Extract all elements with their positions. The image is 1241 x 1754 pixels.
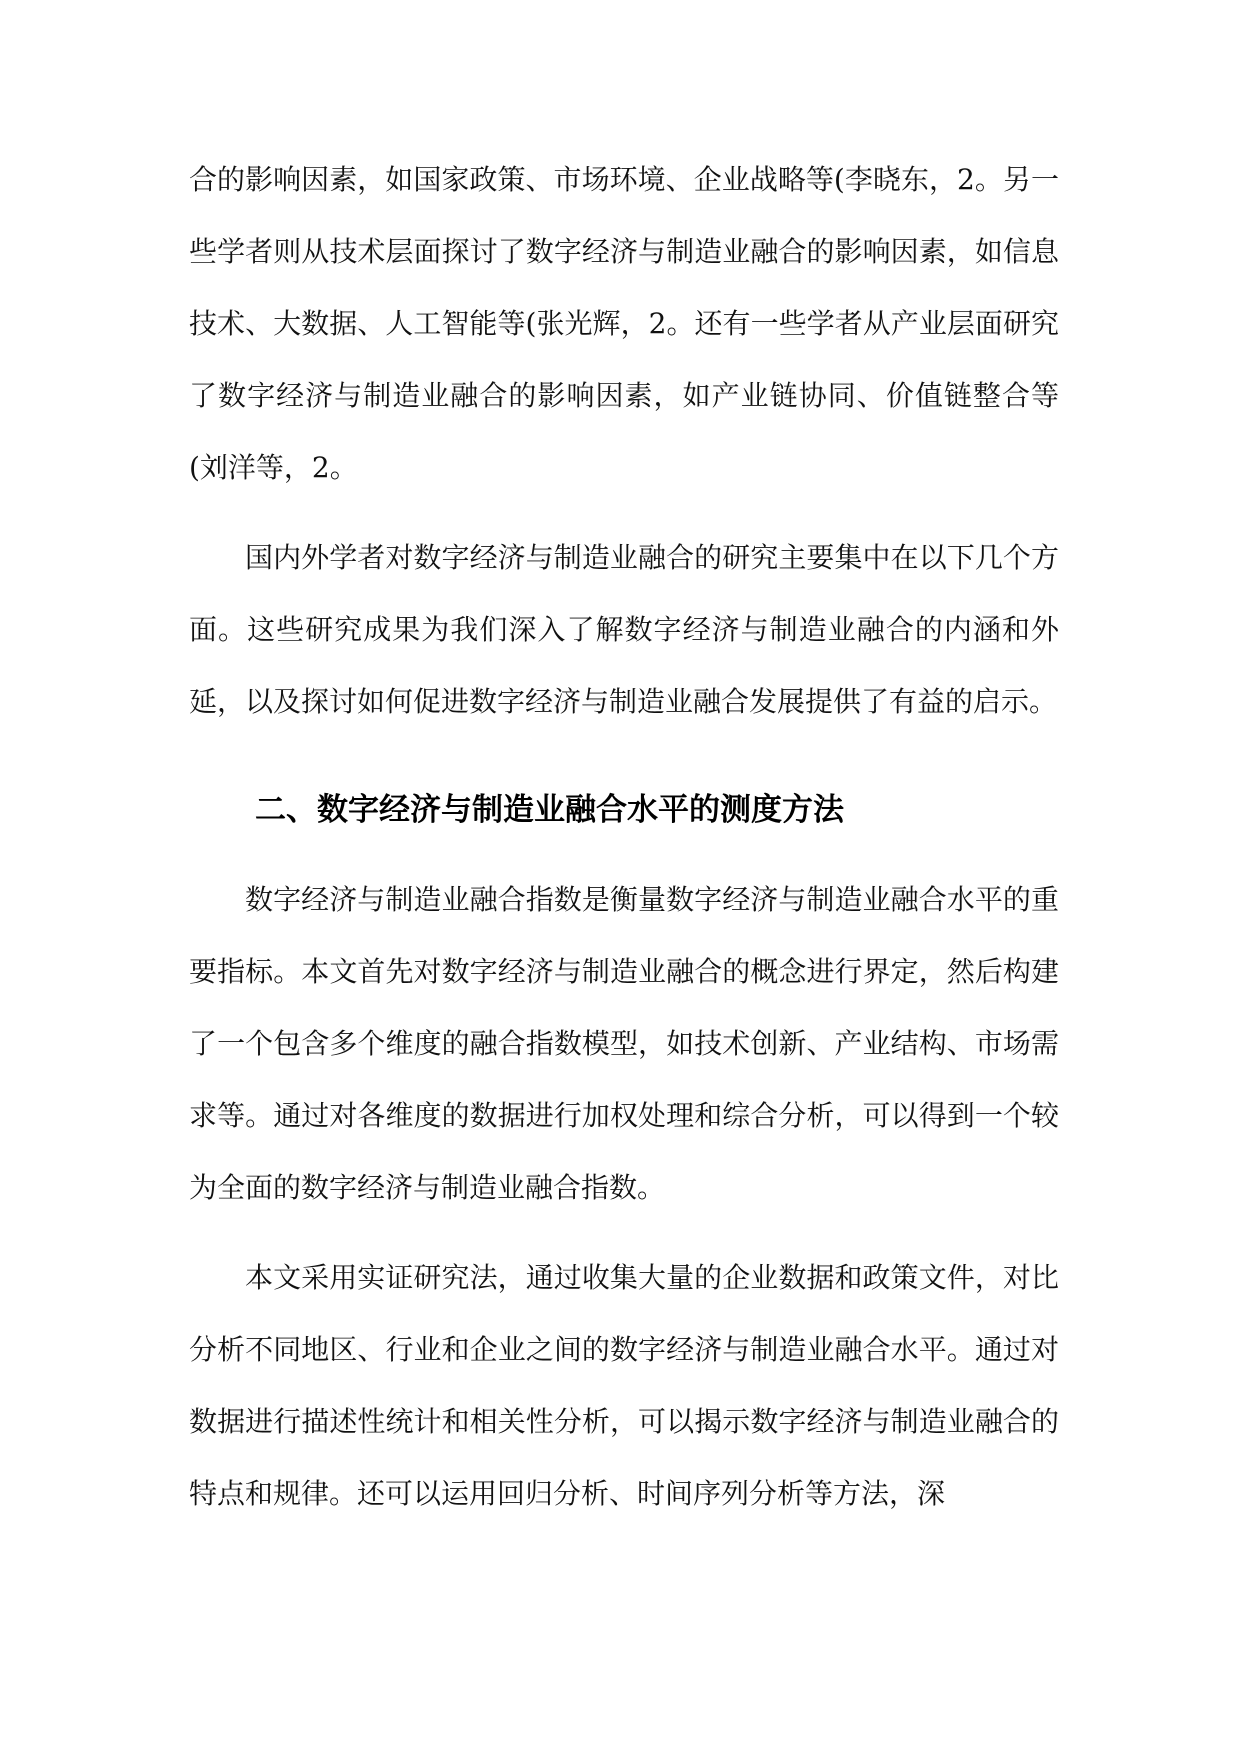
document-body — [189, 144, 1059, 1530]
paragraph-research-summary: 国内外学者对数字经济与制造业融合的研究主要集中在以下几个方面。这些研究成果为我们深入了解数字经济与制造业融合的内涵和外延，以及探讨如何促进数字经济与制造业融合发展提供了有益的启示。 — [189, 541, 1059, 718]
section-heading: 二、数字经济与制造业融合水平的测度方法 — [255, 792, 844, 828]
paragraph-index-method: 数字经济与制造业融合指数是衡量数字经济与制造业融合水平的重要指标。本文首先对数字经济与制造业融合的概念进行界定，然后构建了一个包含多个维度的融合指数模型，如技术创新、产业结构、市场需求等。通过对各维度的数据进行加权处理和综合分析，可以得到一个较为全面的数字经济与制造业融合指数。 — [189, 883, 1059, 1204]
paragraph-continuation: 合的影响因素，如国家政策、市场环境、企业战略等(李晓东，2。另一些学者则从技术层面探讨了数字经济与制造业融合的影响因素，如信息技术、大数据、人工智能等(张光辉，2。还有一些学者从产业层面研究了数字经济与制造业融合的影响因素，如产业链协同、价值链整合等(刘洋等，2。 — [189, 163, 1059, 484]
paragraph-empirical-method: 本文采用实证研究法，通过收集大量的企业数据和政策文件，对比分析不同地区、行业和企业之间的数字经济与制造业融合水平。通过对数据进行描述性统计和相关性分析，可以揭示数字经济与制造业融合的特点和规律。还可以运用回归分析、时间序列分析等方法，深 — [189, 1261, 1059, 1510]
